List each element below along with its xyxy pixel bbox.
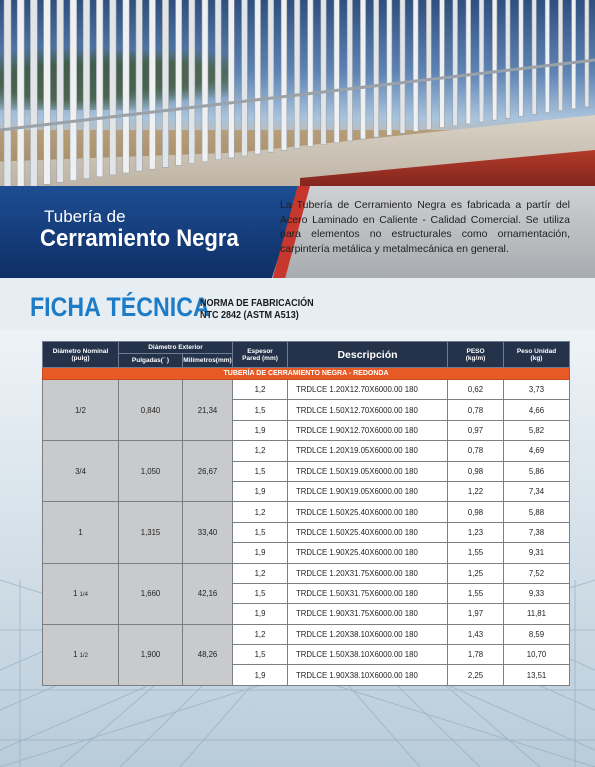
fence-tube: [136, 0, 142, 171]
fence-tube: [321, 0, 326, 145]
outer-diameter-mm-cell: 33,40: [183, 502, 233, 563]
description-cell: TRDLCE 1.90X19.05X6000.00 180: [288, 481, 448, 501]
fence-tube: [374, 0, 379, 137]
norma-fabricacion: [200, 298, 314, 322]
header-diametro-nominal: Diámetro Nominal (pulg): [43, 342, 119, 368]
wall-thickness-cell: 1,9: [233, 665, 288, 685]
unit-weight-cell: 11,81: [504, 604, 570, 624]
table-row: [43, 624, 570, 644]
fence-tube: [532, 0, 536, 114]
fence-tube: [426, 0, 431, 130]
wall-thickness-cell: 1,9: [233, 481, 288, 501]
fence-tube: [440, 0, 445, 128]
header-descripcion: Descripción: [288, 342, 448, 368]
weight-per-meter-cell: 1,22: [448, 481, 504, 501]
weight-per-meter-cell: 1,43: [448, 624, 504, 644]
weight-per-meter-cell: 0,97: [448, 420, 504, 440]
weight-per-meter-cell: 0,98: [448, 502, 504, 522]
weight-per-meter-cell: 1,55: [448, 583, 504, 603]
nominal-fraction: 1/4: [79, 592, 88, 599]
fence-tube: [228, 0, 234, 158]
description-cell: TRDLCE 1.90X12.70X6000.00 180: [288, 420, 448, 440]
weight-per-meter-cell: 0,78: [448, 400, 504, 420]
fence-tube: [400, 0, 405, 133]
description-cell: TRDLCE 1.90X31.75X6000.00 180: [288, 604, 448, 624]
table-row: [43, 380, 570, 400]
weight-per-meter-cell: 0,98: [448, 461, 504, 481]
fence-tube: [308, 0, 313, 147]
wall-thickness-cell: 1,9: [233, 420, 288, 440]
weight-per-meter-cell: 1,78: [448, 645, 504, 665]
header-espesor: Espesor Pared (mm): [233, 342, 288, 368]
weight-per-meter-cell: 1,55: [448, 543, 504, 563]
wall-thickness-cell: 1,2: [233, 563, 288, 583]
description-cell: TRDLCE 1.20X12.70X6000.00 180: [288, 380, 448, 400]
unit-weight-cell: 9,31: [504, 543, 570, 563]
table-row: [43, 441, 570, 461]
wall-thickness-cell: 1,5: [233, 522, 288, 542]
fence-tube: [176, 0, 182, 165]
wall-thickness-cell: 1,5: [233, 645, 288, 665]
fence-tube: [492, 0, 497, 120]
unit-weight-cell: 13,51: [504, 665, 570, 685]
nominal-diameter-cell: [43, 502, 119, 563]
wall-thickness-cell: 1,9: [233, 543, 288, 563]
description-cell: TRDLCE 1.50X31.75X6000.00 180: [288, 583, 448, 603]
unit-weight-cell: 3,73: [504, 380, 570, 400]
fence-tube: [30, 0, 37, 186]
weight-per-meter-cell: 2,25: [448, 665, 504, 685]
outer-diameter-inches-cell: 1,660: [119, 563, 183, 624]
nominal-diameter-cell: [43, 624, 119, 685]
description-cell: TRDLCE 1.20X19.05X6000.00 180: [288, 441, 448, 461]
description-cell: TRDLCE 1.50X19.05X6000.00 180: [288, 461, 448, 481]
fence-tube: [545, 0, 549, 113]
unit-weight-cell: 5,88: [504, 502, 570, 522]
fence-tube: [360, 0, 365, 139]
header-milimetros: Milímetros(mm): [183, 354, 233, 368]
unit-weight-cell: 9,33: [504, 583, 570, 603]
wall-thickness-cell: 1,2: [233, 624, 288, 644]
fence-tube: [44, 0, 51, 184]
description-cell: TRDLCE 1.50X25.40X6000.00 180: [288, 502, 448, 522]
description-cell: TRDLCE 1.90X38.10X6000.00 180: [288, 665, 448, 685]
header-peso-unidad: Peso Unidad (kg): [504, 342, 570, 368]
header-pulgadas: Pulgadas(¨ ): [119, 354, 183, 368]
unit-weight-cell: 5,86: [504, 461, 570, 481]
fence-tube: [479, 0, 484, 122]
fence-tube: [17, 0, 24, 188]
norma-line-2: NTC 2842 (ASTM A513): [200, 310, 299, 321]
unit-weight-cell: 7,52: [504, 563, 570, 583]
banner-title: Cerramiento Negra: [40, 225, 239, 252]
table-row: [43, 563, 570, 583]
fence-tube: [268, 0, 274, 152]
fence-tube: [162, 0, 168, 167]
fence-tubes: [0, 0, 595, 190]
outer-diameter-mm-cell: 42,16: [183, 563, 233, 624]
weight-per-meter-cell: 1,25: [448, 563, 504, 583]
description-cell: TRDLCE 1.90X25.40X6000.00 180: [288, 543, 448, 563]
nominal-fraction: 1/2: [79, 653, 88, 660]
description-cell: TRDLCE 1.50X38.10X6000.00 180: [288, 645, 448, 665]
section-title: TUBERÍA DE CERRAMIENTO NEGRA - REDONDA: [43, 368, 570, 380]
intro-paragraph: La Tubería de Cerramiento Negra es fabricada a partír del Acero Laminado en Caliente - Calidad Comercial. Se utiliza para elementos no estructurales como ornamentación, carpintería metálica y metalmecánica en general.: [280, 199, 570, 255]
fence-tube: [519, 0, 523, 116]
unit-weight-cell: 7,34: [504, 481, 570, 501]
fence-tube: [585, 0, 589, 107]
norma-line-1: NORMA DE FABRICACIÓN: [200, 298, 314, 309]
fence-tube: [57, 0, 64, 182]
fence-tube: [334, 0, 339, 143]
fence-tube: [110, 0, 116, 175]
fence-tube: [466, 0, 471, 124]
header-peso: PESO (kg/m): [448, 342, 504, 368]
wall-thickness-cell: 1,2: [233, 441, 288, 461]
fence-tube: [413, 0, 418, 131]
fence-tube: [242, 0, 248, 156]
description-cell: TRDLCE 1.50X12.70X6000.00 180: [288, 400, 448, 420]
wall-thickness-cell: 1,5: [233, 583, 288, 603]
unit-weight-cell: 5,82: [504, 420, 570, 440]
fence-tube: [294, 0, 300, 148]
outer-diameter-mm-cell: 21,34: [183, 380, 233, 441]
ficha-tecnica-title: FICHA TÉCNICA: [30, 292, 210, 322]
nominal-value: 1: [78, 527, 83, 537]
fence-tube: [149, 0, 155, 169]
weight-per-meter-cell: 1,97: [448, 604, 504, 624]
weight-per-meter-cell: 0,78: [448, 441, 504, 461]
ficha-table: [42, 341, 569, 686]
unit-weight-cell: 4,69: [504, 441, 570, 461]
fence-tube: [215, 0, 221, 160]
outer-diameter-mm-cell: 26,67: [183, 441, 233, 502]
fence-tube: [387, 0, 392, 135]
hero-photo: [0, 0, 595, 190]
wall-thickness-cell: 1,5: [233, 400, 288, 420]
fence-tube: [96, 0, 103, 177]
fence-tube: [572, 0, 576, 109]
wall-thickness-cell: 1,9: [233, 604, 288, 624]
nominal-diameter-cell: [43, 380, 119, 441]
fence-tube: [123, 0, 129, 173]
weight-per-meter-cell: 1,23: [448, 522, 504, 542]
nominal-value: 1/2: [75, 405, 86, 415]
nominal-value: 1: [73, 650, 78, 660]
nominal-diameter-cell: [43, 441, 119, 502]
table-row: [43, 502, 570, 522]
fence-tube: [4, 0, 11, 190]
outer-diameter-inches-cell: 0,840: [119, 380, 183, 441]
unit-weight-cell: 4,66: [504, 400, 570, 420]
wall-thickness-cell: 1,5: [233, 461, 288, 481]
wall-thickness-cell: 1,2: [233, 380, 288, 400]
fence-tube: [255, 0, 261, 154]
unit-weight-cell: 7,38: [504, 522, 570, 542]
header-diametro-exterior: Diámetro Exterior: [119, 342, 233, 354]
fence-tube: [189, 0, 195, 164]
outer-diameter-inches-cell: 1,050: [119, 441, 183, 502]
fence-tube: [558, 0, 562, 111]
nominal-diameter-cell: [43, 563, 119, 624]
fence-tube: [453, 0, 458, 126]
banner-subtitle: Tubería de: [44, 207, 126, 226]
outer-diameter-inches-cell: 1,315: [119, 502, 183, 563]
fence-tube: [281, 0, 287, 150]
unit-weight-cell: 10,70: [504, 645, 570, 665]
outer-diameter-mm-cell: 48,26: [183, 624, 233, 685]
section-row: [43, 368, 570, 380]
description-cell: TRDLCE 1.20X31.75X6000.00 180: [288, 563, 448, 583]
weight-per-meter-cell: 0,62: [448, 380, 504, 400]
nominal-value: 1: [73, 589, 78, 599]
description-cell: TRDLCE 1.20X38.10X6000.00 180: [288, 624, 448, 644]
wall-thickness-cell: 1,2: [233, 502, 288, 522]
unit-weight-cell: 8,59: [504, 624, 570, 644]
fence-tube: [202, 0, 208, 162]
description-cell: TRDLCE 1.50X25.40X6000.00 180: [288, 522, 448, 542]
fence-tube: [70, 0, 77, 181]
fence-tube: [347, 0, 352, 141]
fence-tube: [83, 0, 90, 179]
nominal-value: 3/4: [75, 466, 86, 476]
outer-diameter-inches-cell: 1,900: [119, 624, 183, 685]
fence-tube: [506, 0, 510, 118]
